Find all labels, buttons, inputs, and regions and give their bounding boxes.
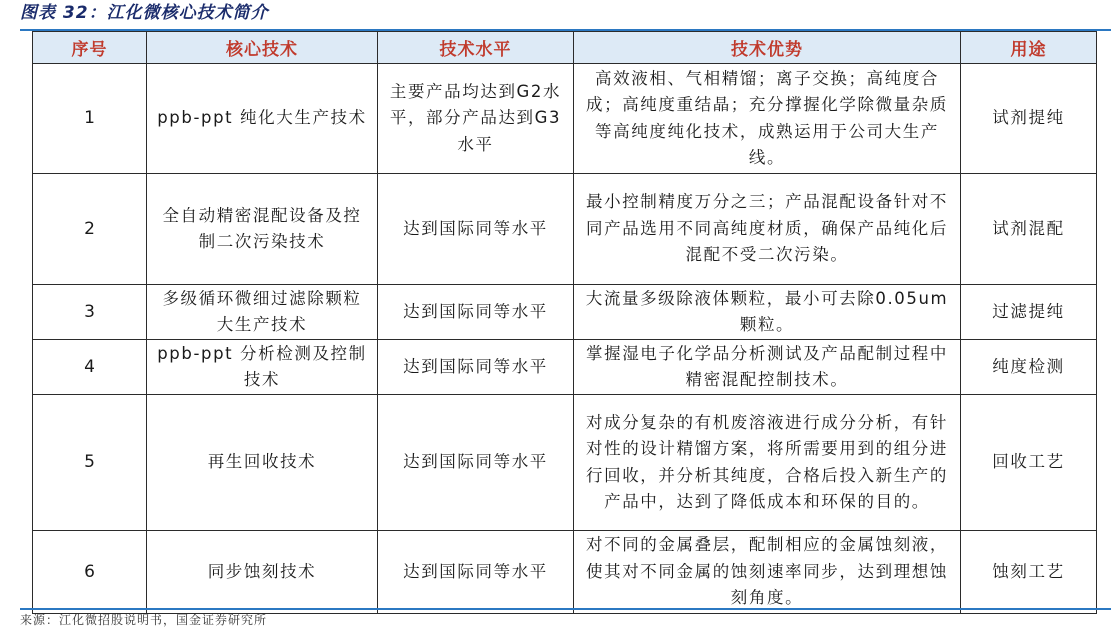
row-use: 回收工艺 <box>961 395 1097 531</box>
row-level: 达到国际同等水平 <box>378 285 574 340</box>
table-row <box>33 340 1097 395</box>
row-use: 试剂提纯 <box>961 64 1097 174</box>
table-row <box>33 531 1097 614</box>
header-technology: 核心技术 <box>147 32 378 64</box>
row-advantage: 掌握湿电子化学品分析测试及产品配制过程中精密混配控制技术。 <box>574 340 961 395</box>
row-advantage: 最小控制精度万分之三；产品混配设备针对不同产品选用不同高纯度材质，确保产品纯化后混配不受二次污染。 <box>574 174 961 285</box>
source-note: 来源：江化微招股说明书，国金证券研究所 <box>20 613 268 627</box>
header-level: 技术水平 <box>378 32 574 64</box>
row-advantage: 大流量多级除液体颗粒，最小可去除0.05um 颗粒。 <box>574 285 961 340</box>
row-index: 5 <box>33 395 147 531</box>
row-advantage: 高效液相、气相精馏；离子交换；高纯度合成；高纯度重结晶；充分撑握化学除微量杂质等高纯度纯化技术，成熟运用于公司大生产线。 <box>574 64 961 174</box>
row-level: 达到国际同等水平 <box>378 340 574 395</box>
row-use: 过滤提纯 <box>961 285 1097 340</box>
row-technology: ppb-ppt 纯化大生产技术 <box>147 64 378 174</box>
row-index: 1 <box>33 64 147 174</box>
row-use: 蚀刻工艺 <box>961 531 1097 614</box>
row-technology: 再生回收技术 <box>147 395 378 531</box>
header-use: 用途 <box>961 32 1097 64</box>
row-index: 6 <box>33 531 147 614</box>
row-technology: 多级循环微细过滤除颗粒大生产技术 <box>147 285 378 340</box>
header-advantage: 技术优势 <box>574 32 961 64</box>
row-use: 纯度检测 <box>961 340 1097 395</box>
figure-caption: 图表 32：江化微核心技术简介 <box>20 3 269 23</box>
row-index: 4 <box>33 340 147 395</box>
row-level: 达到国际同等水平 <box>378 174 574 285</box>
row-level: 主要产品均达到G2水平，部分产品达到G3 水平 <box>378 64 574 174</box>
table-row <box>33 395 1097 531</box>
table-row <box>33 64 1097 174</box>
row-index: 2 <box>33 174 147 285</box>
core-technology-table <box>32 31 1097 614</box>
row-advantage: 对不同的金属叠层，配制相应的金属蚀刻液，使其对不同金属的蚀刻速率同步，达到理想蚀刻角度。 <box>574 531 961 614</box>
row-index: 3 <box>33 285 147 340</box>
row-level: 达到国际同等水平 <box>378 395 574 531</box>
header-index: 序号 <box>33 32 147 64</box>
row-advantage: 对成分复杂的有机废溶液进行成分分析，有针对性的设计精馏方案，将所需要用到的组分进行回收，并分析其纯度，合格后投入新生产的产品中，达到了降低成本和环保的目的。 <box>574 395 961 531</box>
row-level: 达到国际同等水平 <box>378 531 574 614</box>
table-header-row <box>33 32 1097 64</box>
row-technology: ppb-ppt 分析检测及控制技术 <box>147 340 378 395</box>
row-technology: 同步蚀刻技术 <box>147 531 378 614</box>
footer-divider <box>20 608 1111 610</box>
table-row <box>33 285 1097 340</box>
row-technology: 全自动精密混配设备及控制二次污染技术 <box>147 174 378 285</box>
row-use: 试剂混配 <box>961 174 1097 285</box>
table-row <box>33 174 1097 285</box>
